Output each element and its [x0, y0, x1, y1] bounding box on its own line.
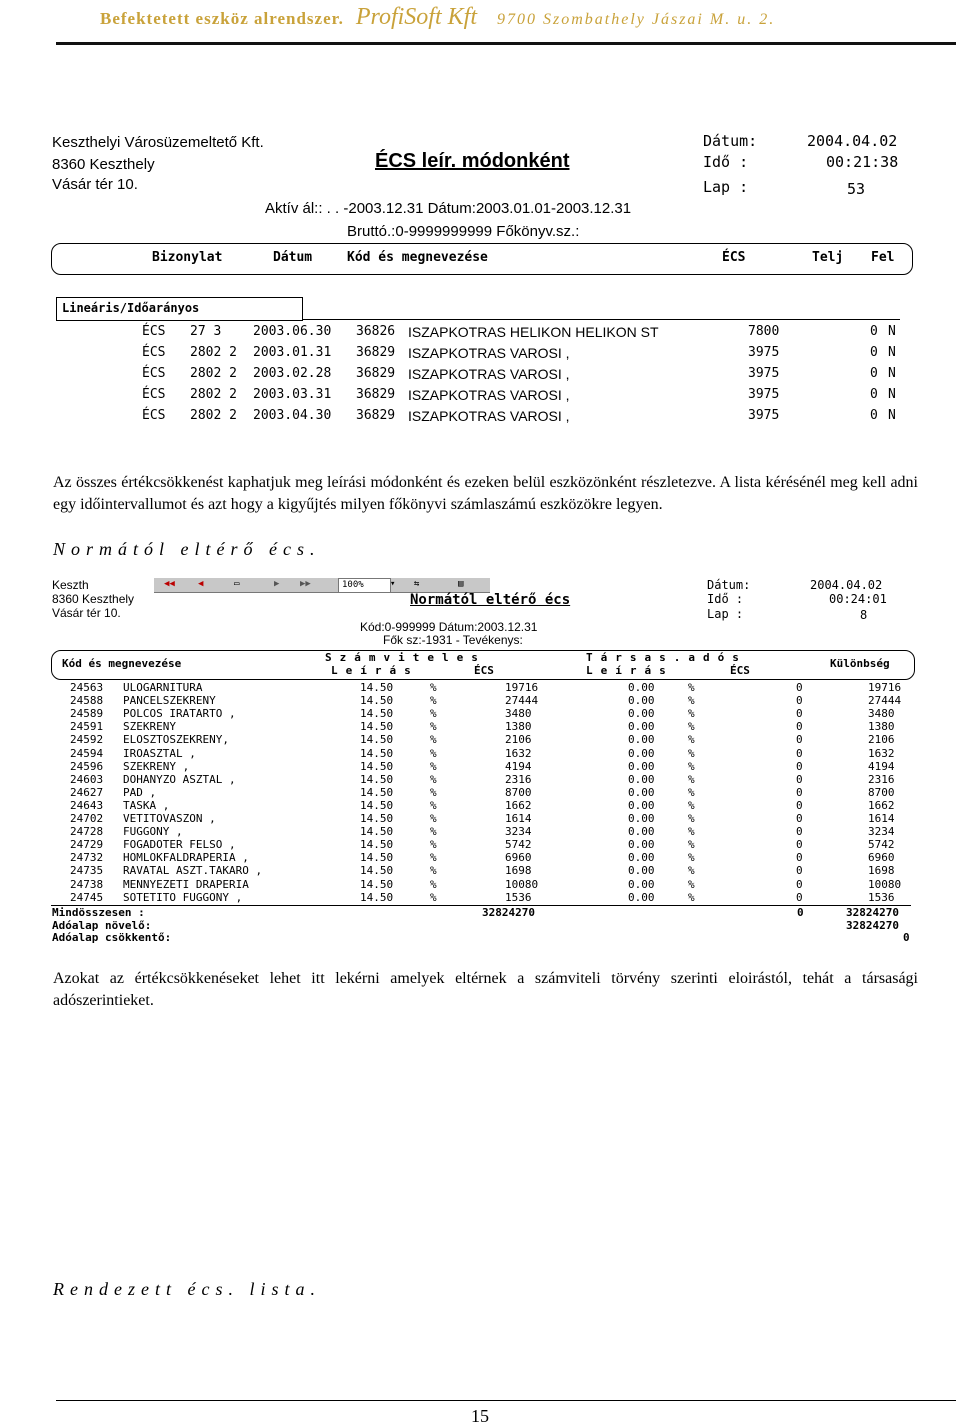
- report2-row-13-cell-1: 24729: [70, 838, 104, 852]
- report2-filter-line2: Fők sz:-1931 - Tevékenys:: [383, 633, 523, 647]
- report2-row-5-cell-7: %: [688, 733, 695, 747]
- report2-row-2-cell-7: %: [688, 694, 695, 708]
- report2-row-15-cell-9: 1698: [868, 864, 895, 878]
- report2-row-9-cell-8: 0: [796, 785, 803, 799]
- report1-datum-value: 2004.04.02: [807, 132, 898, 150]
- report1-row-1-cell-8: N: [888, 324, 896, 339]
- report1-row-2-cell-7: 0: [870, 345, 878, 360]
- report2-row-4-cell-6: 0.00: [628, 720, 655, 734]
- report1-lap-value: 53: [847, 180, 866, 198]
- report2-row-7-cell-1: 24596: [70, 759, 104, 773]
- report1-row-3-cell-7: 0: [870, 366, 878, 381]
- report2-row-7-cell-9: 4194: [868, 759, 895, 773]
- report2-row-10-cell-5: 1662: [505, 798, 532, 812]
- report1-row-5-cell-4: 36829: [356, 408, 396, 423]
- report1-row-2-cell-2: 2802 2: [190, 345, 237, 360]
- report2-row-13-cell-9: 5742: [868, 838, 895, 852]
- report2-row-8-cell-8: 0: [796, 772, 803, 786]
- report2-row-2-cell-4: %: [430, 694, 437, 708]
- report2-row-9-cell-1: 24627: [70, 785, 104, 799]
- report2-filter-line1: Kód:0-999999 Dátum:2003.12.31: [360, 620, 538, 634]
- report2-row-14-cell-4: %: [430, 851, 437, 865]
- report1-col-fel: Fel: [871, 250, 895, 265]
- report1-group-label: Lineáris/Időarányos: [62, 301, 200, 315]
- page-header: [100, 4, 950, 34]
- report1-row-2-cell-8: N: [888, 345, 896, 360]
- report2-datum-label: Dátum:: [707, 578, 751, 592]
- report2-row-16-cell-8: 0: [796, 877, 803, 891]
- report1-row-5-cell-6: 3975: [748, 408, 780, 423]
- report2-row-11-cell-5: 1614: [505, 812, 532, 825]
- report2-total-label: Mindösszesen :: [52, 906, 145, 919]
- report2-row-9-cell-6: 0.00: [628, 785, 655, 799]
- report2-row-1-cell-5: 19716: [505, 681, 539, 694]
- report2-row-11-cell-8: 0: [796, 812, 803, 825]
- report2-row-4-cell-8: 0: [796, 720, 803, 734]
- report2-row-8-cell-2: DOHANYZO ASZTAL ,: [123, 772, 236, 786]
- report2-lap-value: 8: [860, 608, 868, 622]
- report1-company-line1: Keszthelyi Városüzemeltető Kft.: [52, 134, 264, 151]
- report1-row-4-cell-4: 36829: [356, 387, 396, 402]
- report2-row-4-cell-7: %: [688, 720, 695, 734]
- toolbar-first-icon[interactable]: ◀◀: [164, 579, 175, 589]
- report2-row-1-cell-4: %: [430, 681, 437, 694]
- report2-row-6-cell-8: 0: [796, 746, 803, 760]
- report1-row-1-cell-5: ISZAPKOTRAS HELIKON HELIKON ST: [408, 324, 659, 340]
- report2-row-6-cell-6: 0.00: [628, 746, 655, 760]
- report2-row-14-cell-9: 6960: [868, 851, 895, 865]
- report2-row-16-cell-9: 10080: [868, 877, 902, 891]
- report2-row-12-cell-9: 3234: [868, 825, 895, 839]
- report1-row-3-cell-5: ISZAPKOTRAS VAROSI ,: [408, 366, 570, 382]
- report2-col-leiras-2: Leírás: [586, 664, 674, 677]
- report1-row-2-cell-6: 3975: [748, 345, 780, 360]
- report2-row-3-cell-2: POLCOS IRATARTO ,: [123, 707, 236, 721]
- report1-col-kod: Kód és megnevezése: [347, 250, 488, 265]
- report1-row-3-cell-3: 2003.02.28: [253, 366, 332, 381]
- report1-row-4-cell-5: ISZAPKOTRAS VAROSI ,: [408, 387, 570, 403]
- report2-row-9-cell-4: %: [430, 785, 437, 799]
- report2-row-9-cell-7: %: [688, 785, 695, 799]
- report2-row-13-cell-2: FOGADOTER FELSO ,: [123, 838, 236, 852]
- report2-row-5-cell-9: 2106: [868, 733, 895, 747]
- report2-row-3-cell-7: %: [688, 707, 695, 721]
- report2-lap-label: Lap :: [707, 607, 744, 621]
- report2-ido-value: 00:24:01: [829, 592, 887, 606]
- report2-row-7-cell-7: %: [688, 759, 695, 773]
- report1-row-4-cell-8: N: [888, 387, 896, 402]
- report1-row-1-cell-4: 36826: [356, 324, 396, 339]
- report2-row-16-cell-6: 0.00: [628, 877, 655, 891]
- report1-ido-value: 00:21:38: [826, 153, 899, 171]
- report2-row-5-cell-5: 2106: [505, 733, 532, 747]
- page-number: 15: [471, 1406, 489, 1426]
- report2-row-9-cell-9: 8700: [868, 785, 895, 799]
- report2-csokkento-value: 0: [903, 931, 910, 944]
- report2-row-17-cell-9: 1536: [868, 890, 895, 904]
- report1-row-5-cell-7: 0: [870, 408, 878, 423]
- report2-row-12-cell-5: 3234: [505, 825, 532, 839]
- report2-row-11-cell-2: VETITOVASZON ,: [123, 812, 216, 825]
- report2-row-1-cell-2: ULOGARNITURA: [123, 681, 203, 694]
- report2-row-7-cell-8: 0: [796, 759, 803, 773]
- report2-row-7-cell-4: %: [430, 759, 437, 773]
- report1-row-2-cell-1: ÉCS: [142, 345, 166, 360]
- heading-rendezett-ecs-lista: Rendezett écs. lista.: [53, 1279, 321, 1299]
- report2-row-1-cell-1: 24563: [70, 681, 104, 694]
- report2-row-16-cell-1: 24738: [70, 877, 104, 891]
- report1-row-3-cell-6: 3975: [748, 366, 780, 381]
- report2-row-6-cell-1: 24594: [70, 746, 104, 760]
- report2-row-10-cell-6: 0.00: [628, 798, 655, 812]
- toolbar-prev-icon[interactable]: ◀: [198, 579, 204, 589]
- report2-row-11-cell-6: 0.00: [628, 812, 655, 825]
- report2-row-15-cell-4: %: [430, 864, 437, 878]
- report2-row-15-cell-8: 0: [796, 864, 803, 878]
- report2-toolbar: [154, 578, 490, 593]
- report1-row-2-cell-5: ISZAPKOTRAS VAROSI ,: [408, 345, 570, 361]
- report2-row-7-cell-5: 4194: [505, 759, 532, 773]
- report2-row-11-cell-3: 14.50: [360, 812, 394, 825]
- report2-row-1-cell-7: %: [688, 681, 695, 694]
- report2-row-17-cell-2: SOTETITO FUGGONY ,: [123, 890, 243, 904]
- report2-row-3-cell-5: 3480: [505, 707, 532, 721]
- report2-row-6-cell-3: 14.50: [360, 746, 394, 760]
- report2-row-15-cell-1: 24735: [70, 864, 104, 878]
- report1-row-2-cell-3: 2003.01.31: [253, 345, 332, 360]
- report2-row-5-cell-4: %: [430, 733, 437, 747]
- report1-col-telj: Telj: [812, 250, 844, 265]
- report2-row-1-cell-8: 0: [796, 681, 803, 694]
- report2-row-2-cell-2: PANCELSZEKRENY: [123, 694, 216, 708]
- report2-row-16-cell-7: %: [688, 877, 695, 891]
- report2-row-16-cell-4: %: [430, 877, 437, 891]
- report2-col-leiras-1: Leírás: [331, 664, 419, 677]
- report2-row-10-cell-3: 14.50: [360, 798, 394, 812]
- report2-row-10-cell-1: 24643: [70, 798, 104, 812]
- toolbar-close-icon[interactable]: ▤: [458, 579, 464, 589]
- report2-row-5-cell-2: ELOSZTOSZEKRENY,: [123, 733, 229, 747]
- report2-row-15-cell-7: %: [688, 864, 695, 878]
- report2-ido-label: Idő :: [707, 592, 744, 606]
- report1-row-1-cell-1: ÉCS: [142, 324, 166, 339]
- report2-row-13-cell-8: 0: [796, 838, 803, 852]
- report2-row-3-cell-8: 0: [796, 707, 803, 721]
- report2-row-14-cell-3: 14.50: [360, 851, 394, 865]
- report2-col-ecs-1: ÉCS: [474, 664, 494, 677]
- report2-row-9-cell-2: PAD ,: [123, 785, 157, 799]
- paragraph-2: Azokat az értékcsökkenéseket lehet itt lekérni amelyek eltérnek a számviteli törvény szerinti eloirástól, tehát a társasági adószerintieket.: [53, 970, 918, 1009]
- report2-row-13-cell-7: %: [688, 838, 695, 852]
- report2-row-2-cell-1: 24588: [70, 694, 104, 708]
- report2-row-11-cell-9: 1614: [868, 812, 895, 825]
- report2-company-line3: Vásár tér 10.: [52, 606, 121, 620]
- report2-row-5-cell-3: 14.50: [360, 733, 394, 747]
- report1-row-2-cell-4: 36829: [356, 345, 396, 360]
- report2-novelo-value: 32824270: [846, 919, 899, 932]
- report2-row-12-cell-6: 0.00: [628, 825, 655, 839]
- report1-col-ecs: ÉCS: [722, 250, 746, 265]
- toolbar-next-icon[interactable]: ▶: [274, 579, 280, 589]
- report2-row-4-cell-2: SZEKRENY: [123, 720, 176, 734]
- report2-row-3-cell-9: 3480: [868, 707, 895, 721]
- report2-row-1-cell-6: 0.00: [628, 681, 655, 694]
- header-title: Befektetett eszköz alrendszer.: [100, 9, 344, 28]
- report1-company-line2: 8360 Keszthely: [52, 156, 155, 173]
- toolbar-print-icon[interactable]: ▭: [234, 579, 240, 589]
- report1-lap-label: Lap :: [703, 178, 749, 196]
- report2-col-kod: Kód és megnevezése: [62, 657, 182, 670]
- report2-row-11-cell-1: 24702: [70, 812, 104, 825]
- report2-row-8-cell-7: %: [688, 772, 695, 786]
- report2-row-16-cell-5: 10080: [505, 877, 539, 891]
- report2-row-14-cell-6: 0.00: [628, 851, 655, 865]
- report1-col-bizonylat: Bizonylat: [152, 250, 223, 265]
- report2-row-15-cell-6: 0.00: [628, 864, 655, 878]
- report1-title: ÉCS leír. módonként: [375, 150, 570, 172]
- report1-row-1-cell-2: 27 3: [190, 324, 222, 339]
- report1-row-3-cell-2: 2802 2: [190, 366, 237, 381]
- report1-group-rule: [302, 319, 900, 320]
- report2-row-6-cell-7: %: [688, 746, 695, 760]
- report1-row-4-cell-6: 3975: [748, 387, 780, 402]
- report2-row-6-cell-9: 1632: [868, 746, 895, 760]
- report1-row-3-cell-8: N: [888, 366, 896, 381]
- report2-row-2-cell-8: 0: [796, 694, 803, 708]
- report2-row-2-cell-5: 27444: [505, 694, 539, 708]
- report2-row-7-cell-6: 0.00: [628, 759, 655, 773]
- report1-row-5-cell-3: 2003.04.30: [253, 408, 332, 423]
- report2-row-4-cell-9: 1380: [868, 720, 895, 734]
- report2-row-13-cell-3: 14.50: [360, 838, 394, 852]
- header-rule: [56, 42, 956, 45]
- report2-row-15-cell-5: 1698: [505, 864, 532, 878]
- report2-row-4-cell-4: %: [430, 720, 437, 734]
- report2-datum-value: 2004.04.02: [810, 578, 883, 592]
- report2-row-12-cell-7: %: [688, 825, 695, 839]
- report2-row-3-cell-6: 0.00: [628, 707, 655, 721]
- report2-row-16-cell-3: 14.50: [360, 877, 394, 891]
- report2-row-17-cell-3: 14.50: [360, 890, 394, 904]
- toolbar-zoom-select[interactable]: 100%: [338, 578, 391, 593]
- report2-row-11-cell-4: %: [430, 812, 437, 825]
- report2-row-7-cell-2: SZEKRENY ,: [123, 759, 190, 773]
- report2-row-17-cell-6: 0.00: [628, 890, 655, 904]
- report2-row-10-cell-8: 0: [796, 798, 803, 812]
- report1-row-3-cell-4: 36829: [356, 366, 396, 381]
- report2-row-10-cell-7: %: [688, 798, 695, 812]
- report2-screenshot: [50, 578, 915, 946]
- report2-col-szamviteles: Számviteles: [325, 651, 486, 664]
- report2-row-5-cell-1: 24592: [70, 733, 104, 747]
- chevron-down-icon[interactable]: ▾: [390, 579, 396, 589]
- footer-rule: [56, 1400, 956, 1401]
- report2-row-13-cell-5: 5742: [505, 838, 532, 852]
- report2-row-5-cell-8: 0: [796, 733, 803, 747]
- report2-row-4-cell-5: 1380: [505, 720, 532, 734]
- report2-row-14-cell-2: HOMLOKFALDRAPERIA ,: [123, 851, 249, 865]
- report2-row-12-cell-2: FUGGONY ,: [123, 825, 183, 839]
- report2-total-kul: 32824270: [846, 906, 899, 919]
- report2-row-3-cell-1: 24589: [70, 707, 104, 721]
- report1-col-datum: Dátum: [273, 250, 313, 265]
- report2-col-kulonbseg: Különbség: [830, 657, 890, 670]
- report1-row-4-cell-3: 2003.03.31: [253, 387, 332, 402]
- report2-row-9-cell-3: 14.50: [360, 785, 394, 799]
- report1-row-4-cell-2: 2802 2: [190, 387, 237, 402]
- report2-csokkento-label: Adóalap csökkentő:: [52, 931, 172, 944]
- report1-row-5-cell-1: ÉCS: [142, 408, 166, 423]
- report2-row-6-cell-2: IROASZTAL ,: [123, 746, 196, 760]
- report2-row-3-cell-4: %: [430, 707, 437, 721]
- report1-row-5-cell-5: ISZAPKOTRAS VAROSI ,: [408, 408, 570, 424]
- report2-row-4-cell-3: 14.50: [360, 720, 394, 734]
- report1-row-5-cell-2: 2802 2: [190, 408, 237, 423]
- report1-filter-line1: Aktív ál:: . . -2003.12.31 Dátum:2003.01.01-2003.12.31: [265, 200, 632, 217]
- report2-row-11-cell-7: %: [688, 812, 695, 825]
- toolbar-export-icon[interactable]: ⇆: [414, 579, 420, 589]
- header-brand: ProfiSoft Kft: [355, 4, 477, 30]
- report1-row-1-cell-6: 7800: [748, 324, 780, 339]
- report2-row-12-cell-8: 0: [796, 825, 803, 839]
- report2-row-12-cell-3: 14.50: [360, 825, 394, 839]
- report1-screenshot: [50, 128, 915, 428]
- report2-row-6-cell-5: 1632: [505, 746, 532, 760]
- toolbar-last-icon[interactable]: ▶▶: [300, 579, 311, 589]
- report2-row-15-cell-2: RAVATAL ASZT.TAKARO ,: [123, 864, 263, 878]
- report2-company-line1: Keszth: [52, 578, 89, 592]
- report2-row-17-cell-4: %: [430, 890, 437, 904]
- report2-row-10-cell-9: 1662: [868, 798, 895, 812]
- report2-row-17-cell-1: 24745: [70, 890, 104, 904]
- report2-row-7-cell-3: 14.50: [360, 759, 394, 773]
- report2-row-8-cell-3: 14.50: [360, 772, 394, 786]
- report1-filter-line2: Bruttó.:0-9999999999 Főkönyv.sz.:: [347, 223, 580, 240]
- report2-row-8-cell-9: 2316: [868, 772, 895, 786]
- report2-row-14-cell-8: 0: [796, 851, 803, 865]
- heading-normatol-elteroecs: Normától eltérő écs.: [53, 539, 321, 559]
- report2-row-17-cell-7: %: [688, 890, 695, 904]
- report2-row-10-cell-2: TASKA ,: [123, 798, 170, 812]
- report2-total-ecs: 32824270: [482, 906, 535, 919]
- report2-row-8-cell-1: 24603: [70, 772, 104, 786]
- report2-row-3-cell-3: 14.50: [360, 707, 394, 721]
- report2-row-8-cell-6: 0.00: [628, 772, 655, 786]
- report2-col-tarsasados: Társas.adós: [586, 651, 747, 664]
- report2-row-14-cell-5: 6960: [505, 851, 532, 865]
- report1-row-1-cell-3: 2003.06.30: [253, 324, 332, 339]
- report2-row-12-cell-1: 24728: [70, 825, 104, 839]
- report2-row-1-cell-3: 14.50: [360, 681, 394, 694]
- report2-row-15-cell-3: 14.50: [360, 864, 394, 878]
- report2-row-8-cell-5: 2316: [505, 772, 532, 786]
- report2-row-13-cell-6: 0.00: [628, 838, 655, 852]
- report2-row-2-cell-9: 27444: [868, 694, 902, 708]
- report2-row-9-cell-5: 8700: [505, 785, 532, 799]
- report1-row-4-cell-7: 0: [870, 387, 878, 402]
- report2-row-14-cell-1: 24732: [70, 851, 104, 865]
- report2-row-10-cell-4: %: [430, 798, 437, 812]
- report2-row-2-cell-3: 14.50: [360, 694, 394, 708]
- report2-row-17-cell-5: 1536: [505, 890, 532, 904]
- report2-row-17-cell-8: 0: [796, 890, 803, 904]
- header-address: 9700 Szombathely Jászai M. u. 2.: [496, 11, 776, 28]
- report1-row-1-cell-7: 0: [870, 324, 878, 339]
- report2-col-ecs-2: ÉCS: [730, 664, 750, 677]
- report2-company-line2: 8360 Keszthely: [52, 592, 135, 606]
- report2-title: Normától eltérő écs: [410, 592, 571, 608]
- report2-row-8-cell-4: %: [430, 772, 437, 786]
- report2-row-16-cell-2: MENNYEZETI DRAPERIA: [123, 877, 249, 891]
- report2-row-4-cell-1: 24591: [70, 720, 104, 734]
- report1-datum-label: Dátum:: [703, 132, 758, 150]
- report1-row-4-cell-1: ÉCS: [142, 387, 166, 402]
- report2-row-6-cell-4: %: [430, 746, 437, 760]
- report2-row-5-cell-6: 0.00: [628, 733, 655, 747]
- report2-total-tars: 0: [797, 906, 804, 919]
- report1-company-line3: Vásár tér 10.: [52, 176, 138, 193]
- report2-row-12-cell-4: %: [430, 825, 437, 839]
- report1-row-5-cell-8: N: [888, 408, 896, 423]
- report1-row-3-cell-1: ÉCS: [142, 366, 166, 381]
- report2-total-rule: [51, 905, 911, 906]
- report2-row-13-cell-4: %: [430, 838, 437, 852]
- report2-row-14-cell-7: %: [688, 851, 695, 865]
- paragraph-1: Az összes értékcsökkenést kaphatjuk meg leírási módonként és ezeken belül eszközönként részletezve. A lista kérésénél meg kell adni egy időintervallumot és azt hogy a kigyűjtés milyen főkönyvi számlaszámú eszközökre legyen.: [53, 474, 918, 513]
- report2-novelo-label: Adóalap növelő:: [52, 919, 152, 932]
- report2-row-2-cell-6: 0.00: [628, 694, 655, 708]
- report1-ido-label: Idő :: [703, 153, 749, 171]
- report2-row-1-cell-9: 19716: [868, 681, 902, 694]
